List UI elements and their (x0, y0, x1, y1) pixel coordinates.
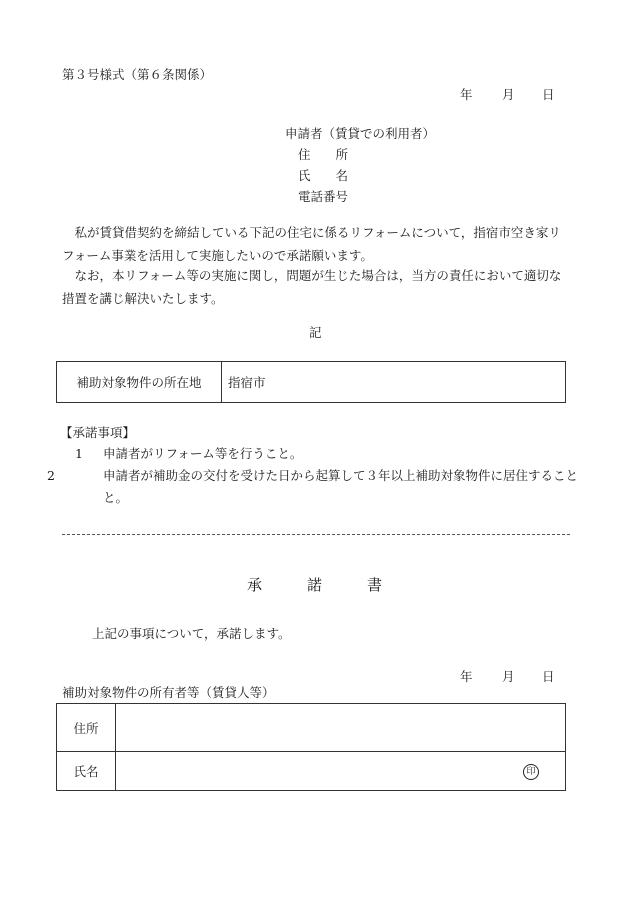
consent-item-2 (47, 465, 598, 509)
consent-title: 承 諾 書 (247, 576, 383, 594)
date-top (460, 85, 555, 103)
date-year-label: 年 (460, 669, 473, 684)
date-bottom (460, 667, 555, 685)
responsibility-paragraph: なお，本リフォーム等の実施に関し，問題が生じた場合は，当方の責任において適切な措置を講じ解決いたします。 (62, 268, 562, 306)
owner-address-field[interactable] (116, 704, 566, 752)
consent-item-text: 申請者がリフォーム等を行うこと。 (103, 446, 303, 461)
owner-label: 補助対象物件の所有者等（賃貸人等） (62, 685, 275, 700)
consent-item-text: 申請者が補助金の交付を受けた日から起算して３年以上補助対象物件に居住することと。 (103, 468, 579, 505)
date-year-label: 年 (460, 87, 473, 102)
ki-heading: 記 (309, 325, 322, 340)
property-table (56, 361, 566, 403)
consent-item-number: 1 (75, 446, 83, 461)
cut-line (62, 534, 570, 535)
applicant-address-label: 住 所 (298, 147, 349, 162)
applicant-heading: 申請者（賃貸での利用者） (285, 126, 436, 141)
seal-mark: 印 (523, 764, 539, 780)
owner-address-label: 住所 (57, 704, 116, 752)
owner-name-field[interactable] (116, 752, 566, 791)
form-label: 第３号様式（第６条関係） (62, 67, 213, 82)
consent-item-number: 2 (47, 468, 55, 483)
date-month-label: 月 (502, 669, 515, 684)
date-day-label: 日 (542, 669, 555, 684)
consent-item-1 (75, 443, 575, 465)
applicant-name-label: 氏 名 (298, 168, 349, 183)
date-month-label: 月 (502, 87, 515, 102)
property-location-label: 補助対象物件の所在地 (57, 362, 222, 403)
request-paragraph: 私が賃貸借契約を締結している下記の住宅に係るリフォームについて，指宿市空き家リフォーム事業を活用して実施したいので承諾願います。 (62, 225, 561, 263)
owner-name-label: 氏名 (57, 752, 116, 791)
applicant-phone-label: 電話番号 (298, 189, 349, 204)
date-day-label: 日 (542, 87, 555, 102)
consent-statement: 上記の事項について，承諾します。 (92, 626, 291, 641)
owner-table (56, 703, 566, 791)
consent-items-heading: 【承諾事項】 (60, 425, 136, 440)
property-location-value: 指宿市 (222, 362, 566, 403)
